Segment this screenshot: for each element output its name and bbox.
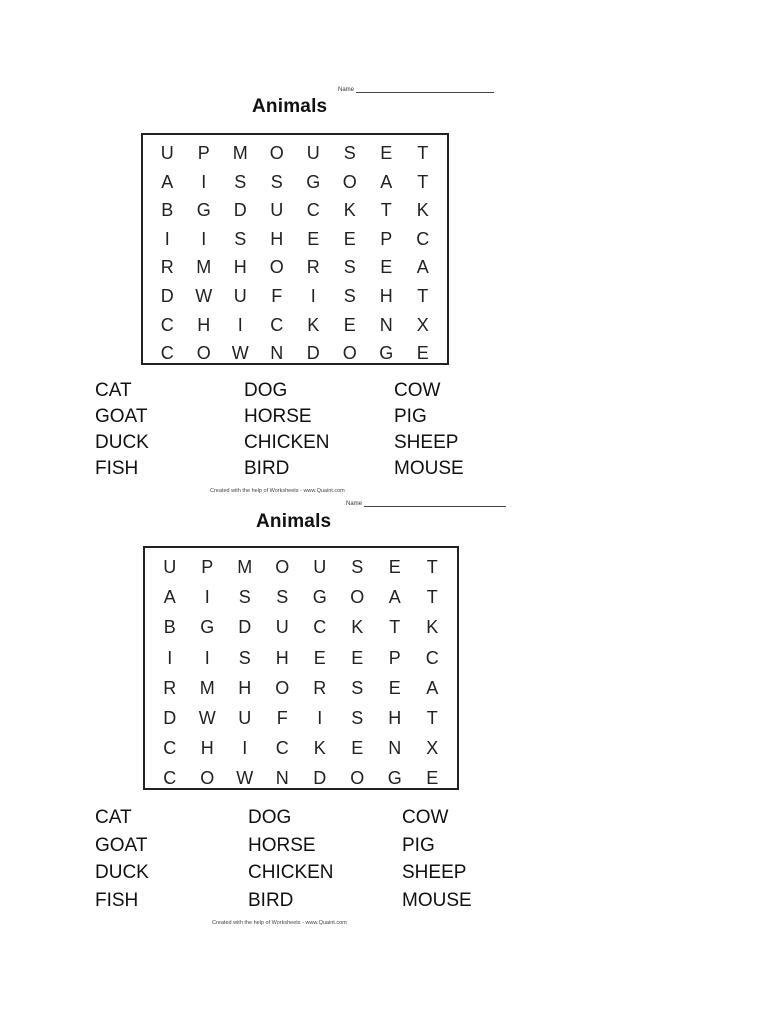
word-list-item: DOG	[248, 807, 292, 828]
grid-row	[151, 552, 451, 582]
grid-letter: X	[426, 738, 439, 759]
grid-row	[149, 225, 441, 254]
grid-letter: G	[379, 343, 394, 364]
grid-letter: D	[313, 768, 327, 789]
grid-letter: C	[416, 228, 430, 249]
grid-letter: S	[343, 285, 356, 306]
grid-letter: C	[163, 738, 177, 759]
word-list-item: DUCK	[95, 862, 149, 883]
grid-letter: H	[270, 228, 284, 249]
grid-letter: E	[426, 768, 439, 789]
grid-letter: D	[163, 707, 177, 728]
grid-letter: N	[270, 343, 284, 364]
grid-letter: E	[380, 257, 393, 278]
grid-letter: U	[306, 143, 320, 163]
word-list-item: DOG	[244, 380, 288, 401]
grid-letter: G	[312, 587, 327, 608]
word-list-item: MOUSE	[394, 458, 464, 479]
word-list-item: BIRD	[244, 458, 290, 479]
grid-letter: N	[388, 738, 402, 759]
footer-credit: Created with the help of Worksheets - www.Quaint.com	[210, 488, 345, 494]
grid-letter: C	[163, 768, 177, 789]
worksheet-title: Animals	[256, 511, 332, 532]
grid-letter: C	[275, 738, 289, 759]
grid-letter: B	[161, 200, 174, 221]
grid-letter: W	[231, 343, 249, 364]
grid-letter: I	[204, 587, 210, 608]
grid-letter: T	[417, 171, 429, 192]
grid-letter: O	[275, 677, 290, 698]
grid-letter: W	[198, 707, 216, 728]
grid-letter: S	[351, 707, 364, 728]
grid-letter: X	[416, 314, 429, 335]
grid-letter: T	[426, 557, 438, 577]
grid-letter: I	[317, 707, 323, 728]
grid-letter: S	[276, 587, 289, 608]
grid-letter: K	[307, 314, 320, 335]
word-list-item: CAT	[95, 807, 132, 828]
grid-letter: D	[238, 617, 252, 638]
grid-letter: S	[234, 228, 247, 249]
grid-letter: S	[234, 171, 247, 192]
grid-letter: S	[238, 587, 251, 608]
grid-letter: S	[343, 257, 356, 278]
grid-letter: M	[232, 143, 248, 163]
word-list-item: CHICKEN	[248, 862, 334, 883]
grid-letter: G	[200, 617, 215, 638]
grid-letter: E	[351, 738, 364, 759]
grid-letter: K	[416, 200, 429, 221]
grid-letter: C	[313, 617, 327, 638]
grid-letter: T	[389, 617, 401, 638]
grid-letter: H	[388, 707, 402, 728]
grid-letter: E	[313, 647, 326, 668]
grid-letter: H	[197, 314, 211, 335]
grid-letter: E	[416, 343, 429, 364]
word-list-item: HORSE	[244, 406, 312, 427]
grid-row	[151, 763, 451, 793]
grid-letter: A	[161, 171, 174, 192]
word-search-grid	[141, 133, 449, 365]
grid-letter: S	[343, 143, 356, 163]
word-list-item: PIG	[402, 834, 435, 856]
grid-letter: T	[426, 707, 438, 728]
grid-letter: O	[350, 768, 365, 789]
word-list-item: GOAT	[95, 406, 148, 427]
name-field-row	[346, 500, 506, 507]
grid-letter: D	[306, 343, 320, 364]
grid-letter: M	[196, 257, 212, 278]
grid-row	[151, 582, 451, 612]
grid-letter: E	[388, 557, 401, 577]
word-list-item: FISH	[95, 458, 139, 479]
grid-letter: A	[416, 257, 429, 278]
grid-letter: R	[160, 257, 174, 278]
grid-letter: C	[160, 314, 174, 335]
grid-letter: U	[238, 707, 252, 728]
word-list-item: GOAT	[95, 834, 148, 856]
grid-row	[149, 139, 441, 168]
grid-letter: S	[351, 677, 364, 698]
grid-row	[149, 311, 441, 340]
grid-letter: P	[380, 228, 393, 249]
grid-letter: S	[270, 171, 283, 192]
grid-letter: U	[160, 143, 174, 163]
grid-letter: K	[313, 738, 326, 759]
name-blank-line	[356, 86, 494, 93]
grid-letter: G	[306, 171, 321, 192]
grid-letter: E	[343, 314, 356, 335]
grid-letter: A	[380, 171, 393, 192]
grid-letter: T	[417, 285, 429, 306]
grid-letter: A	[163, 587, 176, 608]
grid-letter: E	[307, 228, 320, 249]
grid-letter: U	[270, 200, 284, 221]
word-list-item: PIG	[394, 406, 427, 427]
grid-letter: H	[233, 257, 247, 278]
grid-letter: A	[426, 677, 439, 698]
grid-letter: D	[233, 200, 247, 221]
grid-row	[151, 703, 451, 733]
grid-letter: C	[306, 200, 320, 221]
footer-credit: Created with the help of Worksheets - www.Quaint.com	[212, 920, 347, 926]
grid-letter: M	[237, 557, 253, 577]
grid-letter: M	[199, 677, 215, 698]
grid-letter: R	[306, 257, 320, 278]
grid-letter: G	[196, 200, 211, 221]
grid-letter: I	[237, 314, 243, 335]
grid-letter: O	[269, 257, 284, 278]
grid-letter: P	[197, 143, 210, 163]
grid-letter: U	[233, 285, 247, 306]
grid-letter: T	[417, 143, 429, 163]
word-list-item: MOUSE	[402, 889, 472, 911]
word-list-item: FISH	[95, 889, 139, 911]
grid-letter: H	[238, 677, 252, 698]
grid-letter: K	[343, 200, 356, 221]
grid-letter: O	[342, 171, 357, 192]
grid-letter: I	[201, 171, 207, 192]
grid-letter: D	[160, 285, 174, 306]
grid-letter: W	[195, 285, 213, 306]
grid-letter: O	[196, 343, 211, 364]
grid-letter: O	[200, 768, 215, 789]
grid-letter: S	[238, 647, 251, 668]
grid-letter: I	[167, 647, 173, 668]
grid-row	[149, 282, 441, 311]
word-list-item: HORSE	[248, 834, 316, 856]
grid-letter: H	[200, 738, 214, 759]
grid-letter: I	[164, 228, 170, 249]
grid-row	[149, 196, 441, 225]
word-list-item: CHICKEN	[244, 432, 330, 453]
grid-letter: H	[275, 647, 289, 668]
word-search-grid	[143, 546, 459, 790]
word-list-item: DUCK	[95, 432, 149, 453]
grid-letter: I	[310, 285, 316, 306]
name-field-row	[338, 86, 494, 93]
grid-letter: E	[351, 647, 364, 668]
worksheet-title: Animals	[252, 96, 328, 117]
grid-letter: U	[313, 557, 327, 577]
grid-letter: O	[269, 143, 284, 163]
grid-letter: F	[276, 707, 288, 728]
grid-row	[151, 733, 451, 763]
grid-letter: O	[275, 557, 290, 577]
grid-row	[149, 339, 441, 368]
name-label: Name	[346, 501, 363, 507]
grid-letter: K	[351, 617, 364, 638]
grid-letter: E	[380, 143, 393, 163]
grid-letter: O	[342, 343, 357, 364]
grid-letter: I	[242, 738, 248, 759]
grid-letter: U	[275, 617, 289, 638]
grid-letter: A	[388, 587, 401, 608]
grid-row	[149, 168, 441, 197]
grid-letter: N	[275, 768, 289, 789]
word-list-item: BIRD	[248, 889, 294, 911]
grid-letter: C	[270, 314, 284, 335]
grid-letter: H	[379, 285, 393, 306]
grid-letter: E	[343, 228, 356, 249]
name-blank-line	[364, 500, 506, 507]
grid-letter: F	[271, 285, 283, 306]
grid-letter: I	[201, 228, 207, 249]
grid-letter: T	[426, 587, 438, 608]
word-list-item: SHEEP	[394, 432, 459, 453]
grid-row	[149, 253, 441, 282]
grid-letter: R	[313, 677, 327, 698]
grid-row	[151, 612, 451, 642]
grid-letter: C	[425, 647, 439, 668]
grid-letter: C	[160, 343, 174, 364]
grid-letter: R	[163, 677, 177, 698]
grid-letter: S	[351, 557, 364, 577]
grid-letter: P	[388, 647, 401, 668]
word-list-item: COW	[402, 807, 449, 828]
grid-letter: G	[387, 768, 402, 789]
grid-letter: I	[204, 647, 210, 668]
grid-letter: W	[236, 768, 254, 789]
grid-letter: U	[163, 557, 177, 577]
grid-letter: K	[426, 617, 439, 638]
grid-letter: N	[379, 314, 393, 335]
word-list-item: COW	[394, 380, 441, 401]
grid-row	[151, 673, 451, 703]
grid-letter: E	[388, 677, 401, 698]
grid-letter: O	[350, 587, 365, 608]
word-list-item: SHEEP	[402, 862, 467, 883]
grid-letter: P	[201, 557, 214, 577]
name-label: Name	[338, 87, 355, 93]
grid-letter: T	[380, 200, 392, 221]
grid-row	[151, 643, 451, 673]
grid-letter: B	[163, 617, 176, 638]
word-list-item: CAT	[95, 380, 132, 401]
